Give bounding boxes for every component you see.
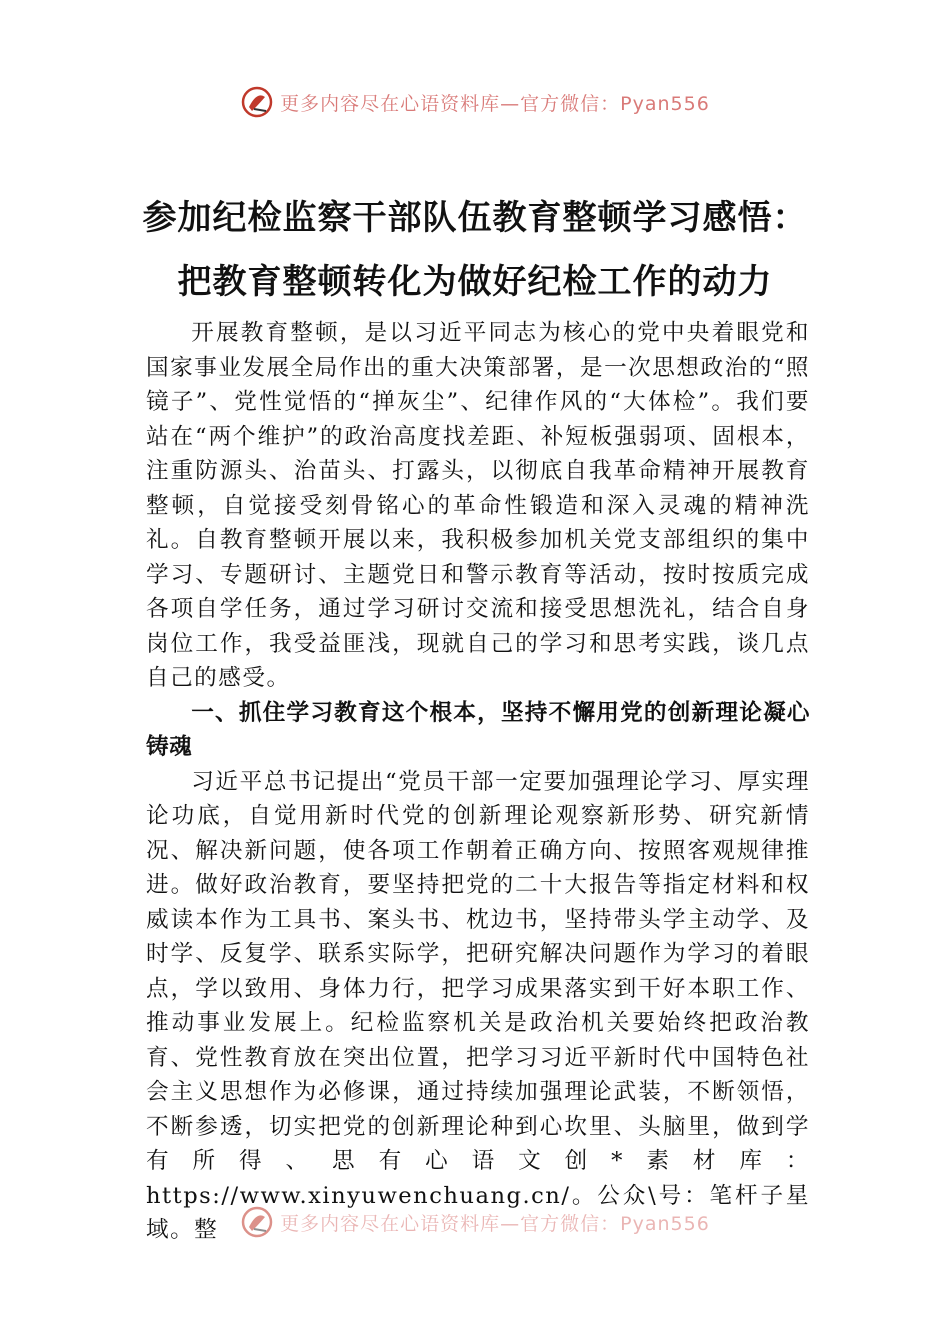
intro-paragraph: 开展教育整顿，是以习近平同志为核心的党中央着眼党和国家事业发展全局作出的重大决策部署，是一次思想政治的“照镜子”、党性觉悟的“掸灰尘”、纪律作风的“大体检”。我们要站在“两个维护”的政治高度找差距、补短板强弱项、固根本，注重防源头、治苗头、打露头，以彻底自我革命精神开展教育整顿，自觉接受刻骨铭心的革命性锻造和深入灵魂的精神洗礼。自教育整顿开展以来，我积极参加机关党支部组织的集中学习、专题研讨、主题党日和警示教育等活动，按时按质完成各项自学任务，通过学习研讨交流和接受思想洗礼，结合自身岗位工作，我受益匪浅，现就自己的学习和思考实践，谈几点自己的感受。 (146, 320, 810, 691)
section-1-paragraph: 习近平总书记提出“党员干部一定要加强理论学习、厚实理论功底，自觉用新时代党的创新理论观察新形势、研究新情况、解决新问题，使各项工作朝着正确方向、按照客观规律推进。做好政治教育，要坚持把党的二十大报告等指定材料和权威读本作为工具书、案头书、枕边书，坚持带头学主动学、及时学、反复学、联系实际学，把研究解决问题作为学习的着眼点，学以致用、身体力行，把学习成果落实到干好本职工作、推动事业发展上。纪检监察机关是政治机关要始终把政治教育、党性教育放在突出位置，把学习习近平新时代中国特色社会主义思想作为必修课，通过持续加强理论武装，不断领悟，不断参透，切实把党的创新理论种到心坎里、头脑里，做到学有所得、思有心语文创*素材库：https://www.xinyuwenchuang.cn/。公众\号：笔杆子星域。整 (146, 768, 810, 1243)
watermark-text: 更多内容尽在心语资料库—官方微信：Pyan556 (280, 1212, 710, 1235)
seal-logo-icon (240, 1205, 274, 1239)
section-heading-1: 一、抓住学习教育这个根本，坚持不懈用党的创新理论凝心铸魂 (146, 699, 810, 760)
page-title-line2: 把教育整顿转化为做好纪检工作的动力 (177, 262, 773, 302)
seal-logo-icon (240, 85, 274, 119)
watermark-banner-bottom (0, 1200, 950, 1244)
document-body (146, 316, 810, 1248)
watermark-banner-top (0, 80, 950, 124)
watermark-text: 更多内容尽在心语资料库—官方微信：Pyan556 (280, 92, 710, 115)
page-title-line1: 参加纪检监察干部队伍教育整顿学习感悟： (142, 198, 808, 238)
